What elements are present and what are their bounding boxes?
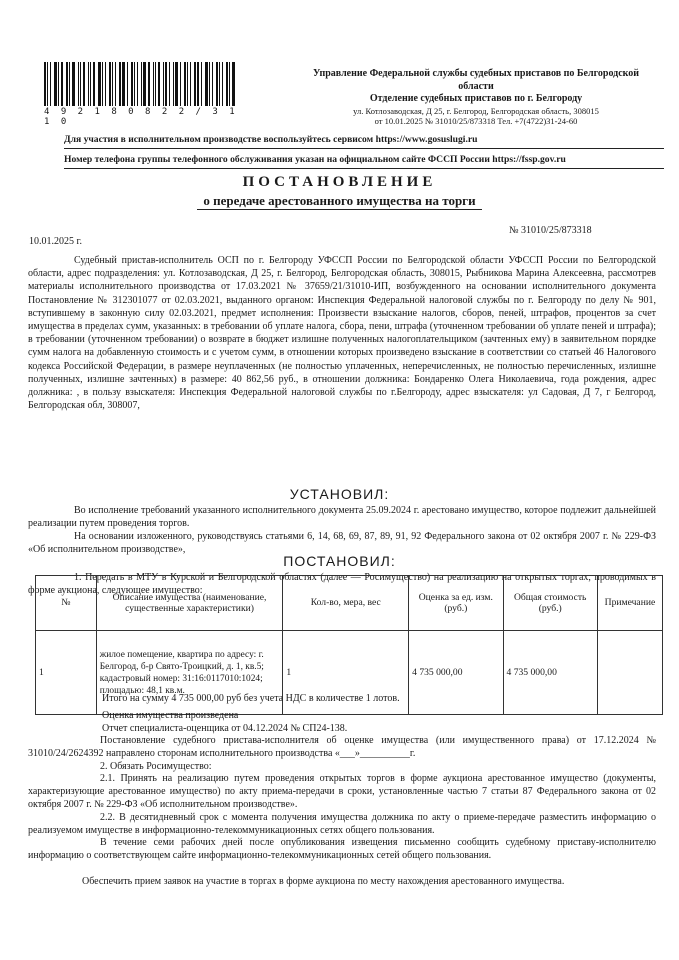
cell-quantity: 1 <box>283 631 409 715</box>
phone-notice: Номер телефона группы телефонного обслуживания указан на официальном сайте ФССП России https://fssp.gov.ru <box>64 152 664 169</box>
barcode-bar <box>148 62 150 106</box>
col-quantity-header: Кол-во, мера, вес <box>283 576 409 631</box>
department-address: ул. Котлозаводская, Д 25, г. Белгород, Белгородская область, 308015 <box>353 105 599 116</box>
barcode-bar <box>131 62 133 106</box>
barcode-bar <box>112 62 113 106</box>
barcode-bar <box>141 62 142 106</box>
barcode-bar <box>69 62 70 106</box>
header-reference: от 10.01.2025 № 31010/25/873318 Тел. +7(4722)31-24-60 <box>374 116 578 126</box>
barcode-bar <box>209 62 210 106</box>
barcode-bar <box>222 62 223 106</box>
barcode-bar <box>229 62 230 106</box>
barcode-bar <box>194 62 196 106</box>
barcode-bar <box>158 62 160 106</box>
service-notice <box>64 132 664 172</box>
document-date: 10.01.2025 г. <box>29 236 82 247</box>
barcode-bar <box>119 62 121 106</box>
barcode-bar <box>44 62 46 106</box>
oblige-line: 2. Обязать Росимущество: <box>100 761 212 772</box>
barcode-bar <box>105 62 106 106</box>
barcode-bar <box>180 62 181 106</box>
barcode-bar <box>175 62 178 106</box>
clause-2-1: 2.1. Принять на реализацию путем проведения открытых торгов в форме аукциона арестованное имущество (документы, характеризующие арестованное имущество) по акту приема-передачи в сроки, установленные частью 7 статьи 87 Федерального закона от 02 октября 2007 г. № 229-ФЗ «Об исполнительном производстве». <box>28 773 656 811</box>
transfer-paragraph: 1. Передать в МТУ в Курской и Белгородской областях (далее — Росимущество) на реализацию на открытых торгах, проводимых в форме аукциона, следующее имущество: <box>28 572 656 597</box>
barcode-bar <box>187 62 188 106</box>
seven-days-paragraph: В течение семи рабочих дней после опубликования извещения письменно сообщить судебному приставу-исполнителю информацию о соответствующем сайте информационно-телекоммуникационных сетей общего пользования. <box>28 837 656 862</box>
arrest-paragraph: Во исполнение требований указанного исполнительного документа 25.09.2024 г. арестовано имущество, которое подлежит дальнейшей реализации путем проведения торгов. <box>28 505 656 530</box>
barcode-bar <box>109 62 111 106</box>
barcode-bar <box>173 62 174 106</box>
intro-paragraph: Судебный пристав-исполнитель ОСП по г. Белгороду УФССП России по Белгородской области УФССП России по Белгородской области, адрес подразделения: ул. Котлозаводская, Д 25, г. Белгород, Белгородская область, 308015, Рыбникова Марина Алексеевна, рассмотрев материалы исполнительного производства от 17.03.2021 № 37659/21/31010-ИП, возбужденного на основании исполнительного документа Постановление № 312301077 от 02.03.2021, выданного органом: Инспекция Федеральной налоговой службы по г. Белгороду по делу № 901, вступившему в законную силу 02.03.2021, предмет исполнения: Произвести взыскание налогов, сборов, пеней, штрафов, процентов за счет имущества в пределах сумм, указанных: в требовании об уплате налога, сбора, пени, штрафа (уточненном требовании об уплате пеней и штрафа); в требовании (уточненном требовании) о возврате в бюджет излишне полученных налогоплательщиком (зачтенных ему) в заявительном порядке сумм налога на добавленную стоимость и с учетом сумм, в отношении которых произведено взыскание в соответствии со статьей 46 Налогового кодекса Российской Федерации, в размере неуплаченных (не полностью уплаченных, неперечисленных, не полностью перечисленных, излишне полученных, излишне зачтенных) в размере: 40 862,56 руб., в отношении должника: Бондаренко Олега Николаевича, года рождения, адрес должника: , в пользу взыскателя: Инспекция Федеральной налоговой службы по г.Белгороду, адрес взыскателя: ул Садовая, Д 7, г Белгород, Белгородская обл, 308007, <box>28 255 656 412</box>
barcode-bar <box>83 62 85 106</box>
barcode-bar <box>134 62 135 106</box>
barcode-bar <box>153 62 154 106</box>
barcode-bar <box>143 62 146 106</box>
barcode <box>44 62 244 127</box>
barcode-bar <box>190 62 191 106</box>
organization-header <box>290 68 662 127</box>
org-name: Управление Федеральной службы судебных приставов по Белгородской <box>312 68 640 79</box>
barcode-bar <box>205 62 208 106</box>
barcode-bar <box>165 62 167 106</box>
barcode-bar <box>169 62 170 106</box>
heading-ustanovil: УСТАНОВИЛ: <box>289 486 390 502</box>
cell-unit-price: 4 735 000,00 <box>409 631 503 715</box>
barcode-bar <box>226 62 228 106</box>
col-unit-price-header: Оценка за ед. изм. (руб.) <box>409 576 503 631</box>
barcode-bar <box>93 62 95 106</box>
heading-postanovil: ПОСТАНОВИЛ: <box>283 553 396 569</box>
total-line: Итого на сумму 4 735 000,00 руб без учета НДС в количестве 1 лотов. <box>102 693 400 704</box>
barcode-bar <box>197 62 199 106</box>
resolution-paragraph: Постановление судебного пристава-исполнителя об оценке имущества (или имущественного права) от 17.12.2024 № 31010/24/2624392 направлено сторонам исполнительного производства «___»__________г. <box>28 735 656 760</box>
barcode-bar <box>78 62 79 106</box>
basis-paragraph: На основании изложенного, руководствуясь статьями 6, 14, 68, 69, 87, 89, 91, 92 Федерального закона от 02 октября 2007 г. № 229-ФЗ «Об исполнительном производстве», <box>28 531 656 556</box>
barcode-bar <box>50 62 51 106</box>
col-description-header: Описание имущества (наименование, существенные характеристики) <box>96 576 283 631</box>
barcode-bar <box>66 62 68 106</box>
barcode-bar <box>80 62 81 106</box>
barcode-bar <box>137 62 138 106</box>
col-number-header: № <box>36 576 97 631</box>
document-subtitle <box>0 193 679 209</box>
gosuslugi-notice: Для участия в исполнительном производстве воспользуйтесь сервисом https://www.gosuslugi.ru <box>64 132 664 149</box>
barcode-bar <box>102 62 103 106</box>
barcode-bar <box>90 62 91 106</box>
clause-2-2: 2.2. В десятидневный срок с момента получения имущества должника по акту о приеме-передаче разместить информацию о реализуемом имуществе в информационно-телекоммуникационных сетях общего пользования. <box>28 812 656 837</box>
ensure-paragraph: Обеспечить прием заявок на участие в торгах в форме аукциона по месту нахождения арестованного имущества. <box>82 876 565 887</box>
barcode-bar <box>219 62 220 106</box>
org-name-cont: области <box>458 80 494 92</box>
barcode-number: 4 9 2 1 8 0 8 2 2 / 3 1 1 0 <box>44 107 238 127</box>
table-header-row <box>36 576 663 631</box>
barcode-bar <box>54 62 57 106</box>
barcode-bar <box>163 62 164 106</box>
barcode-bar <box>61 62 63 106</box>
col-total-header: Общая стоимость (руб.) <box>503 576 597 631</box>
document-title: ПОСТАНОВЛЕНИЕ <box>242 174 437 190</box>
barcode-bar <box>127 62 128 106</box>
barcode-bar <box>98 62 101 106</box>
document-subtitle-text: о передаче арестованного имущества на торги <box>197 193 481 210</box>
barcode-bar <box>58 62 59 106</box>
barcode-bar <box>232 62 235 106</box>
barcode-bar <box>184 62 186 106</box>
report-line: Отчет специалиста-оценщика от 04.12.2024 № СП24-138. <box>102 723 348 734</box>
barcode-bar <box>72 62 75 106</box>
cell-description: жилое помещение, квартира по адресу: г. Белгород, б-р Свято-Троицкий, д. 1, кв.5; кадастровый номер: 31:16:0117010:1024; площадью: 48,1 кв.м. <box>96 631 283 715</box>
document-number: № 31010/25/873318 <box>509 225 592 236</box>
barcode-bar <box>47 62 48 106</box>
barcode-bar <box>201 62 202 106</box>
barcode-bar <box>88 62 89 106</box>
barcode-bar <box>155 62 156 106</box>
col-note-header: Примечание <box>597 576 662 631</box>
barcode-bar <box>212 62 213 106</box>
department-name: Отделение судебных приставов по г. Белгороду <box>369 93 583 104</box>
barcode-bar <box>115 62 116 106</box>
barcode-bars <box>44 62 244 106</box>
barcode-bar <box>122 62 125 106</box>
valuation-line: Оценка имущества произведена <box>102 710 239 721</box>
cell-number: 1 <box>36 631 97 715</box>
cell-total: 4 735 000,00 <box>503 631 597 715</box>
barcode-bar <box>216 62 218 106</box>
